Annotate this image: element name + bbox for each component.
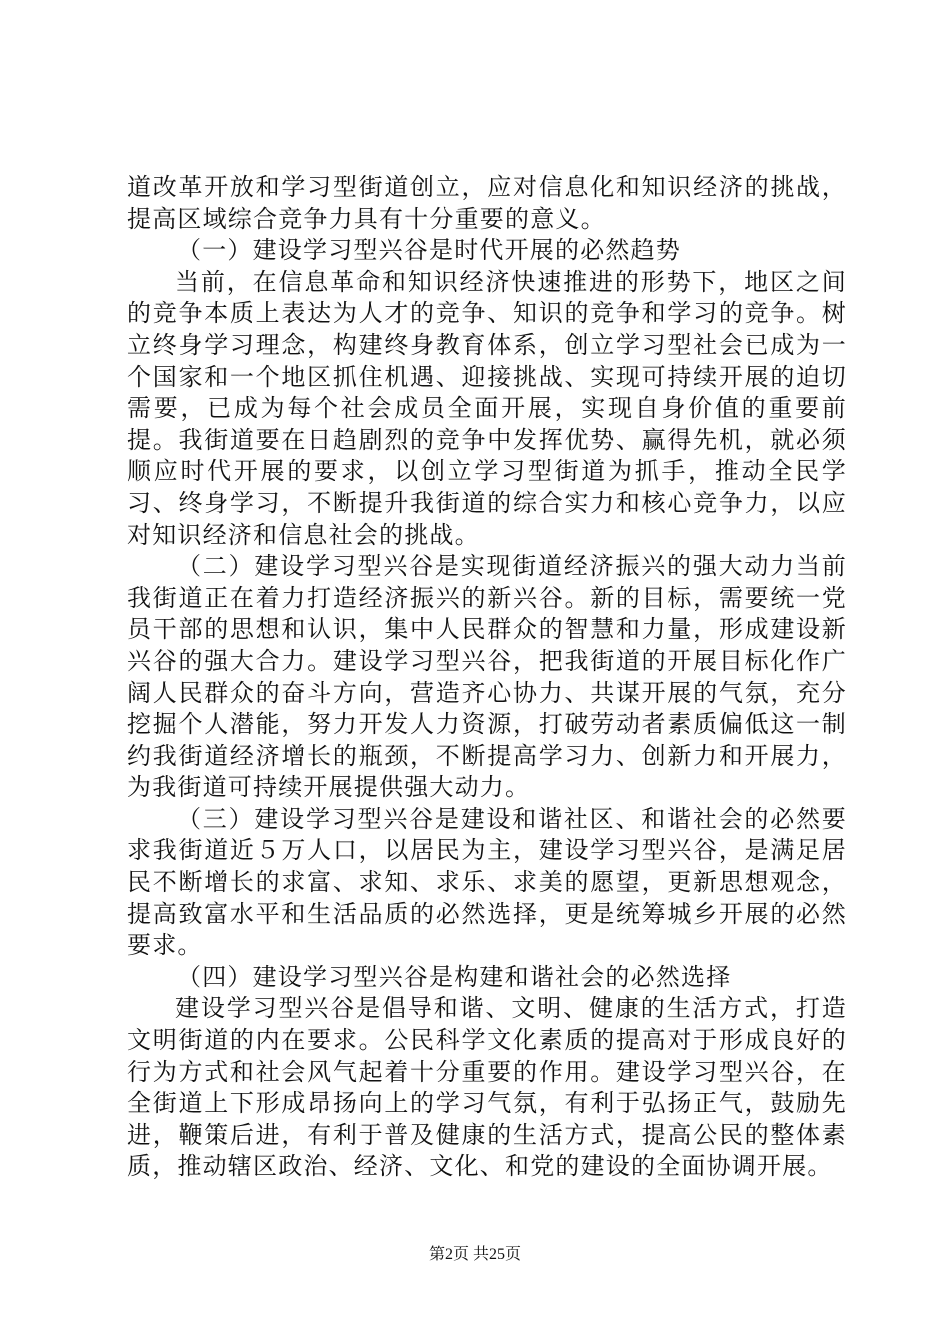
paragraph-section-3: （三）建设学习型兴谷是建设和谐社区、和谐社会的必然要求我街道近５万人口，以居民为主，建设学习型兴谷，是满足居民不断增长的求富、求知、求乐、求美的愿望，更新思想观念，提高致富水平和生活品质的必然选择，更是统筹城乡开展的必然要求。 xyxy=(127,804,847,960)
page-number-footer: 第2页 共25页 xyxy=(428,1246,521,1263)
paragraph-intro-continuation: 道改革开放和学习型街道创立，应对信息化和知识经济的挑战，提高区域综合竞争力具有十分重要的意义。 xyxy=(127,173,847,233)
paragraph-section-1: 当前，在信息革命和知识经济快速推进的形势下，地区之间的竞争本质上表达为人才的竞争、知识的竞争和学习的竞争。树立终身学习理念，构建终身教育体系，创立学习型社会已成为一个国家和一个地区抓住机遇、迎接挑战、实现可持续开展的迫切需要，已成为每个社会成员全面开展，实现自身价值的重要前提。我街道要在日趋剧烈的竞争中发挥优势、赢得先机，就必须顺应时代开展的要求，以创立学习型街道为抓手，推动全民学习、终身学习，不断提升我街道的综合实力和核心竞争力，以应对知识经济和信息社会的挑战。 xyxy=(127,267,847,549)
paragraph-section-2: （二）建设学习型兴谷是实现街道经济振兴的强大动力当前我街道正在着力打造经济振兴的新兴谷。新的目标，需要统一党员干部的思想和认识，集中人民群众的智慧和力量，形成建设新兴谷的强大合力。建设学习型兴谷，把我街道的开展目标化作广阔人民群众的奋斗方向，营造齐心协力、共谋开展的气氛，充分挖掘个人潜能，努力开发人力资源，打破劳动者素质偏低这一制约我街道经济增长的瓶颈，不断提高学习力、创新力和开展力，为我街道可持续开展提供强大动力。 xyxy=(127,552,847,802)
section-heading-4: （四）建设学习型兴谷是构建和谐社会的必然选择 xyxy=(177,962,732,991)
paragraph-section-4: 建设学习型兴谷是倡导和谐、文明、健康的生活方式，打造文明街道的内在要求。公民科学文化素质的提高对于形成良好的行为方式和社会风气起着十分重要的作用。建设学习型兴谷，在全街道上下形成昂扬向上的学习气氛，有利于弘扬正气，鼓励先进，鞭策后进，有利于普及健康的生活方式，提高公民的整体素质，推动辖区政治、经济、文化、和党的建设的全面协调开展。 xyxy=(127,994,847,1181)
document-body xyxy=(127,172,847,1183)
section-heading-1: （一）建设学习型兴谷是时代开展的必然趋势 xyxy=(177,236,681,265)
